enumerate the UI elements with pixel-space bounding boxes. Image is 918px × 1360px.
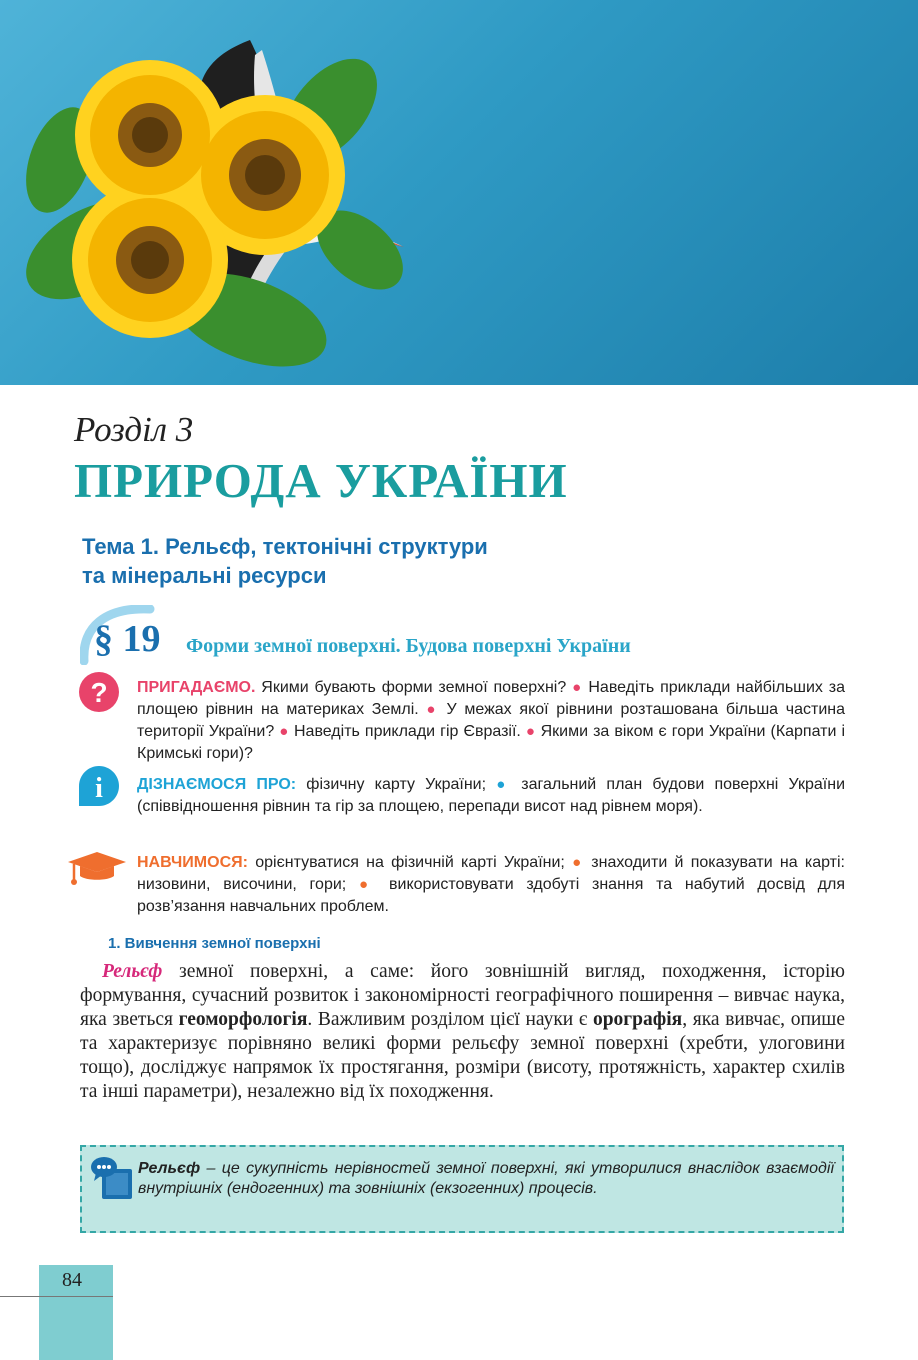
hero-image bbox=[0, 0, 918, 385]
learn-about-block bbox=[137, 774, 845, 818]
learn-about-lead: ДІЗНАЄМОСЯ ПРО: bbox=[137, 776, 297, 793]
term-geomorphology: геоморфологія bbox=[178, 1009, 308, 1030]
recall-block bbox=[137, 677, 845, 765]
info-icon bbox=[78, 765, 120, 807]
topic-line: Тема 1. Рельєф, тектонічні структури bbox=[82, 534, 488, 559]
paragraph-number: § 19 bbox=[94, 618, 161, 660]
will-learn-block bbox=[137, 852, 845, 918]
will-learn-lead: НАВЧИМОСЯ: bbox=[137, 854, 248, 871]
recall-item: У межах якої рівнини розташована більша частина території України? bbox=[137, 701, 845, 740]
recall-item: Наведіть приклади гір Євразії. bbox=[293, 723, 521, 740]
paragraph-title: Форми земної поверхні. Будова поверхні України bbox=[186, 635, 631, 657]
graduation-cap-icon bbox=[66, 850, 128, 890]
topic-line: та мінеральні ресурси bbox=[82, 563, 327, 588]
bullet-dot: ● bbox=[358, 876, 377, 893]
footer-line bbox=[0, 1296, 113, 1297]
section-title: ПРИРОДА УКРАЇНИ bbox=[74, 453, 568, 508]
learn-about-item: загальний план будови поверхні України (співвідношення рівнин та гір за площею, перепади висот над рівнем моря). bbox=[137, 776, 846, 815]
section-label: Розділ 3 bbox=[74, 410, 194, 449]
body-text-run: . Важливим розділом цієї науки є bbox=[307, 1009, 593, 1030]
page-number: 84 bbox=[62, 1269, 82, 1291]
definition-box bbox=[80, 1145, 844, 1233]
body-text-run: земної поверхні, а саме: його зовнішній вигляд, походження, історію формування, сучасний розвиток і закономірності географічного поширення – вивчає наука, яка зветься bbox=[80, 961, 845, 1030]
bullet-dot: ● bbox=[525, 723, 536, 740]
body-text-run: , яка вивчає, опише та характеризує порівняно великі форми рельєфу земної поверхні (хребти, улоговини тощо), досліджує напрямок їх простягання, розміри (висоту, протяжність, характер схилів та інші параметри), незалежно від їх походження. bbox=[80, 1009, 845, 1102]
recall-lead: ПРИГАДАЄМО. bbox=[137, 679, 256, 696]
recall-item: Якими бувають форми земної поверхні? bbox=[261, 679, 567, 696]
will-learn-item: використовувати здобуті знання та набутий досвід для розв’язання навчальних проблем. bbox=[137, 876, 846, 915]
body-paragraph bbox=[80, 960, 845, 1104]
term-relief: Рельєф bbox=[102, 961, 163, 982]
bullet-dot: ● bbox=[572, 854, 585, 871]
term-orography: орографія bbox=[592, 1009, 683, 1030]
will-learn-item: знаходити й показувати на карті: низовини, височини, гори; bbox=[137, 854, 845, 893]
bullet-dot: ● bbox=[426, 701, 439, 718]
svg-text:?: ? bbox=[90, 677, 108, 708]
bullet-dot: ● bbox=[279, 723, 289, 740]
definition-term: Рельєф bbox=[138, 1160, 201, 1177]
definition-text bbox=[138, 1159, 834, 1199]
question-icon bbox=[78, 671, 120, 713]
sunflowers-illustration bbox=[0, 0, 410, 385]
section-heading: 1. Вивчення земної поверхні bbox=[108, 935, 321, 952]
bullet-dot: ● bbox=[572, 679, 583, 696]
topic-title bbox=[82, 532, 488, 590]
paragraph-header bbox=[80, 605, 840, 665]
definition-body: – це сукупність нерівностей земної поверхні, які утворилися внаслідок взаємодії внутрішніх (ендогенних) та зовнішніх (екзогенних) процесів. bbox=[138, 1160, 834, 1197]
recall-item: Наведіть приклади найбільших за площею рівнин на материках Землі. bbox=[137, 679, 845, 718]
bullet-dot: ● bbox=[496, 776, 512, 793]
speech-book-icon bbox=[90, 1155, 134, 1201]
svg-text:i: i bbox=[95, 773, 103, 804]
learn-about-item: фізичну карту України; bbox=[306, 776, 487, 793]
recall-item: Якими за віком є гори України (Карпати і Кримські гори)? bbox=[137, 723, 845, 762]
will-learn-item: орієнтуватися на фізичній карті України; bbox=[255, 854, 565, 871]
